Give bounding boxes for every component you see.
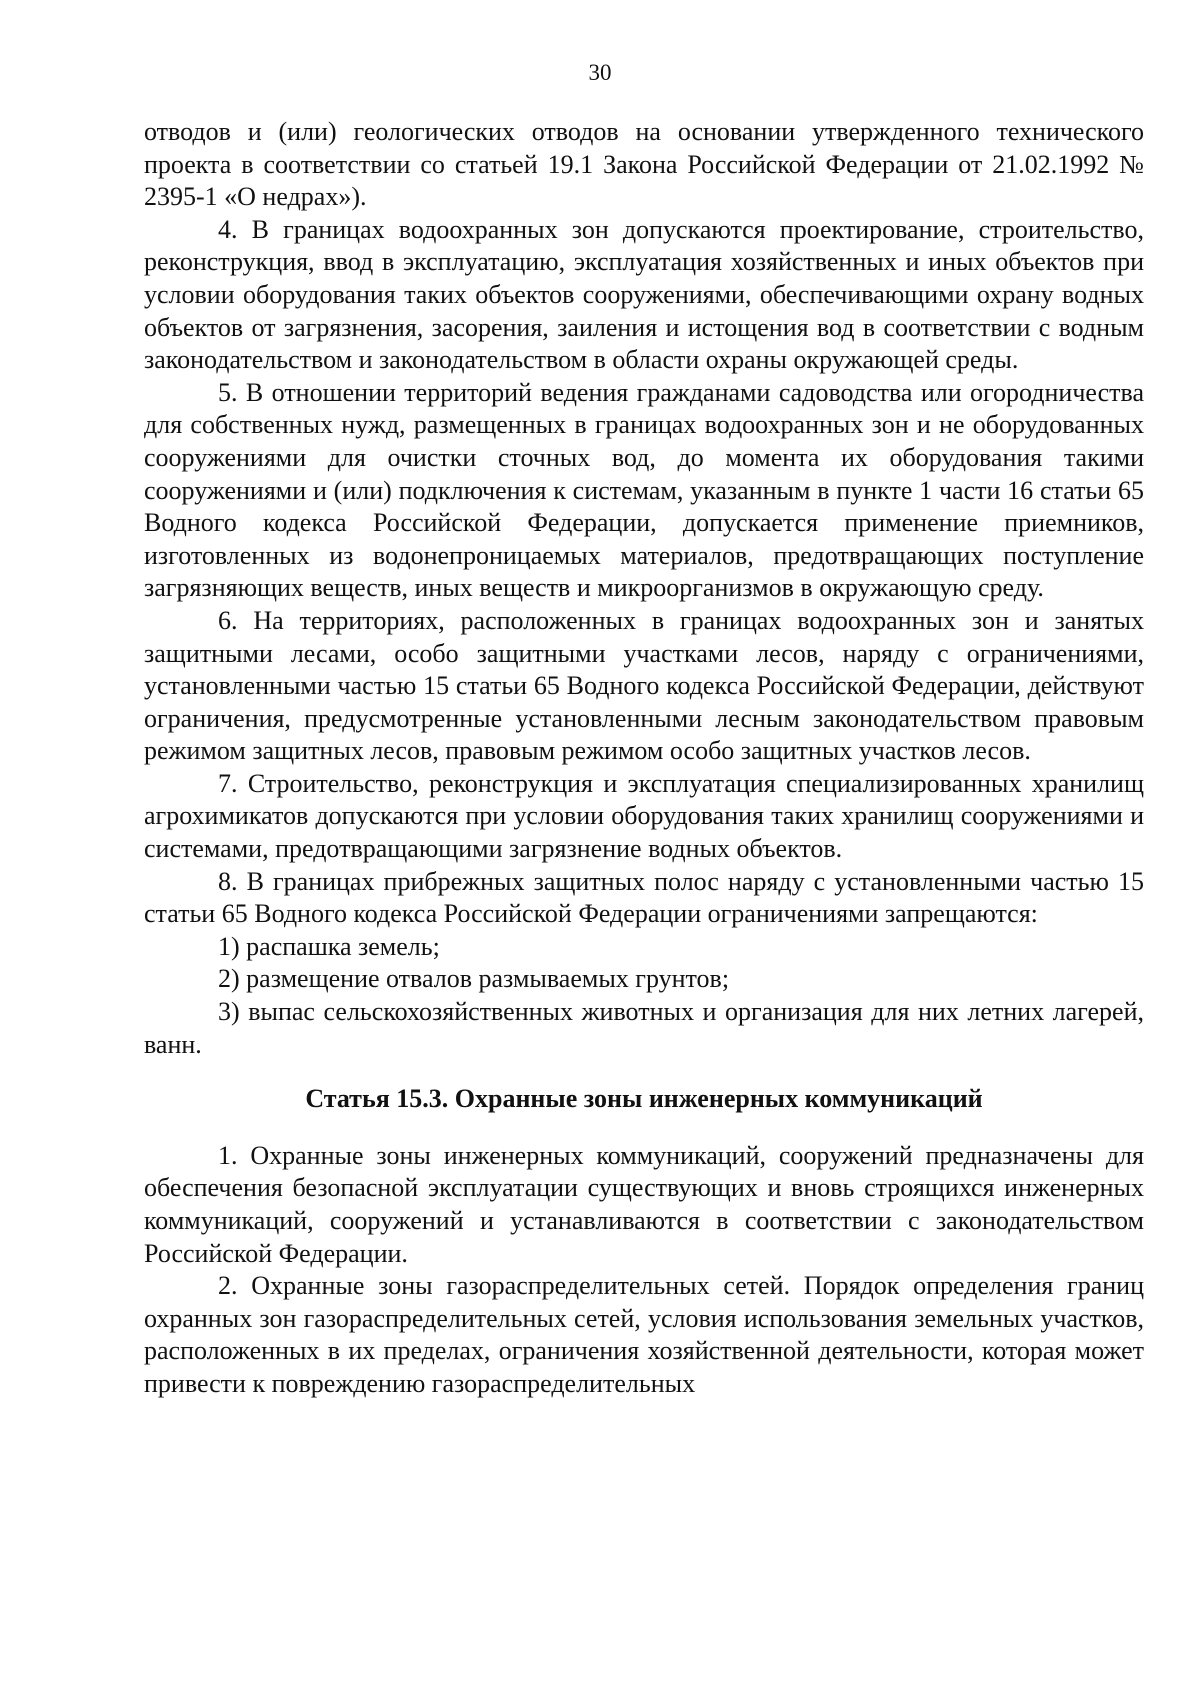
paragraph-item-7: 7. Строительство, реконструкция и эксплуатация специализированных хранилищ агрохимикатов допускаются при условии оборудования таких хранилищ сооружениями и системами, предотвращающими загрязнение водных объектов. xyxy=(144,768,1144,864)
article-paragraph-2: 2. Охранные зоны газораспределительных сетей. Порядок определения границ охранных зон газораспределительных сетей, условия использования земельных участков, расположенных в их пределах, ограничения хозяйственной деятельности, которая может привести к повреждению газораспределительных xyxy=(144,1271,1144,1398)
list-item-1: 1) распашка земель; xyxy=(218,931,440,961)
paragraph-item-8: 8. В границах прибрежных защитных полос наряду с установленными частью 15 статьи 65 Водного кодекса Российской Федерации ограничениями запрещаются: xyxy=(144,866,1144,929)
paragraph-item-6: 6. На территориях, расположенных в границах водоохранных зон и занятых защитными лесами, особо защитными участками лесов, наряду с ограничениями, установленными частью 15 статьи 65 Водного кодекса Российской Федерации, действуют ограничения, предусмотренные установленными лесным законодательством правовым режимом защитных лесов, правовым режимом особо защитных участков лесов. xyxy=(144,605,1144,766)
list-item-3: 3) выпас сельскохозяйственных животных и организация для них летних лагерей, ванн. xyxy=(144,997,1144,1059)
paragraph-continuation: отводов и (или) геологических отводов на основании утвержденного технического проекта в соответствии со статьей 19.1 Закона Российской Федерации от 21.02.1992 № 2395-1 «О недрах»). xyxy=(144,117,1144,212)
document-body xyxy=(144,116,1144,1401)
list-item-2: 2) размещение отвалов размываемых грунтов; xyxy=(218,964,730,994)
paragraph-item-5: 5. В отношении территорий ведения гражданами садоводства или огородничества для собственных нужд, размещенных в границах водоохранных зон и не оборудованных сооружениями для очистки сточных вод, до момента их оборудования такими сооружениями и (или) подключения к системам, указанным в пункте 1 части 16 статьи 65 Водного кодекса Российской Федерации, допускается применение приемников, изготовленных из водонепроницаемых материалов, предотвращающих поступление загрязняющих веществ, иных веществ и микроорганизмов в окружающую среду. xyxy=(144,377,1144,603)
article-heading: Статья 15.3. Охранные зоны инженерных коммуникаций xyxy=(305,1084,983,1114)
page-number: 30 xyxy=(588,60,612,85)
article-paragraph-1: 1. Охранные зоны инженерных коммуникаций, сооружений предназначены для обеспечения безопасной эксплуатации существующих и вновь строящихся инженерных коммуникаций, сооружений и устанавливаются в соответствии с законодательством Российской Федерации. xyxy=(144,1140,1144,1268)
paragraph-item-4: 4. В границах водоохранных зон допускаются проектирование, строительство, реконструкция, ввод в эксплуатацию, эксплуатация хозяйственных и иных объектов при условии оборудования таких объектов сооружениями, обеспечивающими охрану водных объектов от загрязнения, засорения, заиления и истощения вод в соответствии с водным законодательством и законодательством в области охраны окружающей среды. xyxy=(144,214,1144,375)
